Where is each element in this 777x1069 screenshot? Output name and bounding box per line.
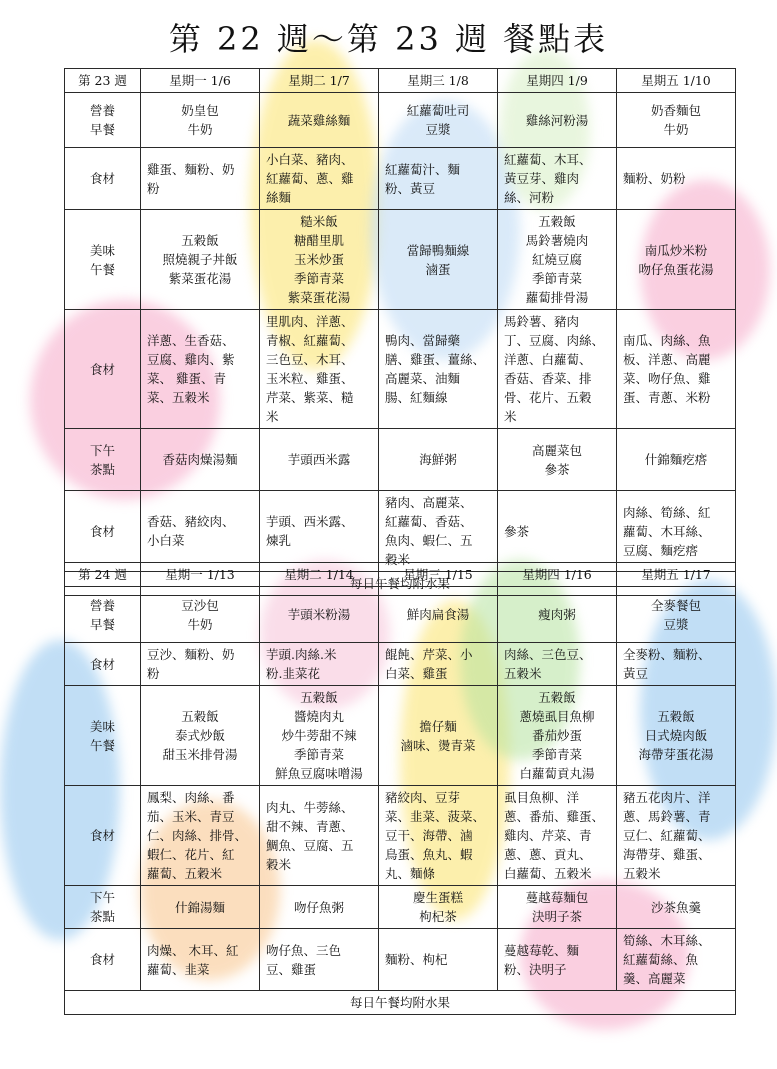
menu-cell bbox=[141, 310, 260, 429]
cell-line: 甜玉米排骨湯 bbox=[162, 747, 238, 762]
cell-line: 吻仔魚、三色 bbox=[266, 942, 342, 958]
cell-line: 白蘿蔔、五穀米 bbox=[504, 866, 592, 881]
cell-line: 美味 bbox=[89, 718, 115, 734]
cell-line: 馬鈴薯、豬肉 bbox=[504, 314, 580, 329]
cell-line: 米 bbox=[504, 409, 517, 424]
cell-line: 煉乳 bbox=[266, 533, 292, 548]
cell-line: 豆腐、雞肉、紫 bbox=[147, 352, 235, 367]
cell-line: 午餐 bbox=[89, 261, 115, 277]
day-header: 星期一 1/13 bbox=[141, 563, 260, 587]
cell-line: 粉、決明子 bbox=[504, 961, 567, 977]
cell-line: 小白菜 bbox=[147, 533, 185, 548]
cell-line: 茶點 bbox=[89, 909, 115, 924]
cell-line: 羹、高麗菜 bbox=[623, 971, 686, 986]
cell-line: 豆、雞蛋 bbox=[266, 961, 317, 977]
page-title: 第 22 週～第 23 週 餐點表 bbox=[168, 20, 609, 58]
cell-line: 穀米 bbox=[266, 856, 292, 872]
cell-line: 鮮魚豆腐味噌湯 bbox=[275, 766, 363, 781]
cell-line: 營養 bbox=[89, 597, 115, 613]
cell-line: 五穀飯 bbox=[657, 709, 695, 724]
snack-ingredients-row bbox=[65, 929, 736, 991]
menu-cell bbox=[379, 429, 498, 491]
day-header: 星期四 1/9 bbox=[498, 69, 617, 93]
menu-cell bbox=[379, 786, 498, 886]
cell-line: 芋頭、西米露、 bbox=[266, 514, 354, 529]
day-header: 星期五 1/17 bbox=[617, 563, 736, 587]
cell-line: 丸、麵條 bbox=[385, 866, 436, 881]
cell-line: 五穀米 bbox=[623, 866, 661, 881]
menu-cell bbox=[141, 929, 260, 991]
cell-line: 茶點 bbox=[89, 461, 115, 477]
cell-line: 米 bbox=[266, 409, 279, 424]
menu-cell bbox=[141, 148, 260, 210]
cell-line: 季節青菜 bbox=[531, 747, 582, 762]
menu-cell bbox=[379, 491, 498, 572]
row-label bbox=[65, 429, 141, 491]
cell-line: 芹菜、紫菜、糙 bbox=[266, 390, 354, 405]
cell-line: 擔仔麵 bbox=[419, 718, 457, 734]
snack-row bbox=[65, 886, 736, 929]
cell-line: 季節青菜 bbox=[293, 271, 344, 286]
menu-cell bbox=[379, 587, 498, 643]
menu-cell bbox=[260, 148, 379, 210]
menu-cell bbox=[379, 643, 498, 686]
row-label bbox=[65, 686, 141, 786]
cell-line: 南瓜炒米粉 bbox=[644, 242, 708, 258]
cell-line: 豬肉、高麗菜、 bbox=[385, 495, 473, 510]
cell-line: 海帶芽蛋花湯 bbox=[638, 747, 714, 762]
cell-line: 紅蘿蔔絲、魚 bbox=[623, 952, 699, 967]
cell-line: 黃豆 bbox=[623, 666, 649, 681]
menu-cell bbox=[141, 686, 260, 786]
cell-line: 丁、豆腐、肉絲、 bbox=[504, 333, 605, 348]
cell-line: 海鮮粥 bbox=[419, 452, 457, 467]
menu-cell bbox=[498, 643, 617, 686]
cell-line: 吻仔魚粥 bbox=[293, 899, 344, 915]
cell-line: 紅蘿蔔、蔥、雞 bbox=[266, 171, 354, 186]
menu-cell bbox=[617, 491, 736, 572]
cell-line: 什錦湯麵 bbox=[174, 899, 225, 915]
cell-line: 五穀飯 bbox=[538, 690, 576, 705]
cell-line: 粉、黃豆 bbox=[385, 180, 436, 196]
menu-cell bbox=[141, 587, 260, 643]
cell-line: 季節青菜 bbox=[531, 271, 582, 286]
menu-cell bbox=[141, 886, 260, 929]
menu-cell bbox=[141, 93, 260, 148]
day-header: 星期三 1/15 bbox=[379, 563, 498, 587]
cell-line: 蔓越莓麵包 bbox=[525, 890, 589, 905]
week-label: 第 24 週 bbox=[65, 563, 141, 587]
cell-line: 白蘿蔔貢丸湯 bbox=[519, 766, 595, 781]
cell-line: 什錦麵疙瘩 bbox=[644, 452, 708, 467]
cell-line: 粉 bbox=[147, 666, 160, 681]
cell-line: 糖醋里肌 bbox=[293, 233, 344, 248]
fruit-note: 每日午餐均附水果 bbox=[65, 572, 736, 596]
cell-line: 鳳梨、肉絲、番 bbox=[147, 790, 235, 805]
cell-line: 全麥餐包 bbox=[650, 597, 701, 613]
cell-line: 穀米 bbox=[385, 552, 411, 567]
cell-line: 海帶芽、雞蛋、 bbox=[623, 847, 711, 862]
row-label bbox=[65, 210, 141, 310]
menu-cell bbox=[379, 929, 498, 991]
snack-row bbox=[65, 429, 736, 491]
cell-line: 滷蛋 bbox=[425, 261, 451, 277]
cell-line: 菜、五穀米 bbox=[147, 390, 210, 405]
row-label bbox=[65, 93, 141, 148]
cell-line: 瘦肉粥 bbox=[538, 607, 576, 622]
menu-cell bbox=[498, 886, 617, 929]
cell-line: 洋蔥、生香菇、 bbox=[147, 333, 235, 348]
menu-cell bbox=[260, 929, 379, 991]
cell-line: 香菇肉燥湯麵 bbox=[162, 452, 238, 467]
cell-line: 蘿蔔、木耳絲、 bbox=[623, 523, 711, 539]
cell-line: 肉絲、筍絲、紅 bbox=[623, 504, 711, 520]
cell-line: 玉米粒、雞蛋、 bbox=[266, 371, 354, 386]
cell-line: 肉絲、三色豆、 bbox=[504, 647, 592, 662]
cell-line: 高麗菜包 bbox=[531, 442, 582, 458]
cell-line: 參茶 bbox=[544, 461, 570, 477]
menu-cell bbox=[617, 587, 736, 643]
cell-line: 慶生蛋糕 bbox=[412, 890, 463, 905]
menu-cell bbox=[379, 210, 498, 310]
menu-cell bbox=[260, 310, 379, 429]
cell-line: 蘿蔔排骨湯 bbox=[525, 290, 589, 305]
cell-line: 骨、花片、五穀 bbox=[504, 390, 592, 405]
week-body bbox=[65, 69, 736, 596]
cell-line: 蔥、番茄、雞蛋、 bbox=[504, 809, 605, 824]
menu-table-week-24 bbox=[64, 562, 736, 1015]
menu-cell bbox=[617, 886, 736, 929]
week-label: 第 23 週 bbox=[65, 69, 141, 93]
cell-line: 絲麵 bbox=[266, 190, 292, 205]
day-header: 星期五 1/10 bbox=[617, 69, 736, 93]
fruit-note: 每日午餐均附水果 bbox=[65, 991, 736, 1015]
menu-cell bbox=[498, 93, 617, 148]
row-label: 食材 bbox=[65, 929, 141, 991]
header-row bbox=[65, 69, 736, 93]
menu-cell bbox=[498, 929, 617, 991]
cell-line: 板、洋蔥、高麗 bbox=[623, 352, 711, 367]
menu-cell bbox=[617, 643, 736, 686]
cell-line: 鴨肉、當歸藥 bbox=[385, 333, 461, 348]
cell-line: 紅蘿蔔吐司 bbox=[406, 103, 470, 118]
menu-cell bbox=[379, 886, 498, 929]
cell-line: 五穀米 bbox=[504, 666, 542, 681]
cell-line: 高麗菜、油麵 bbox=[385, 371, 461, 386]
cell-line: 洋蔥、白蘿蔔、 bbox=[504, 352, 592, 367]
cell-line: 滷味、燙青菜 bbox=[400, 737, 476, 753]
cell-line: 豆仁、紅蘿蔔、 bbox=[623, 828, 711, 843]
cell-line: 豬絞肉、豆芽 bbox=[385, 790, 461, 805]
cell-line: 番茄炒蛋 bbox=[531, 728, 582, 743]
menu-cell bbox=[617, 148, 736, 210]
cell-line: 奶皇包 bbox=[181, 103, 219, 118]
day-header: 星期二 1/14 bbox=[260, 563, 379, 587]
cell-line: 蔬菜雞絲麵 bbox=[287, 112, 351, 128]
menu-cell bbox=[498, 686, 617, 786]
cell-line: 仁、肉絲、排骨、 bbox=[147, 828, 248, 843]
cell-line: 雞絲河粉湯 bbox=[525, 112, 589, 128]
cell-line: 紫菜蛋花湯 bbox=[287, 290, 351, 305]
cell-line: 豆沙、麵粉、奶 bbox=[147, 647, 235, 662]
cell-line: 糙米飯 bbox=[300, 214, 338, 229]
menu-cell bbox=[260, 210, 379, 310]
menu-cell bbox=[141, 786, 260, 886]
cell-line: 馬鈴薯燒肉 bbox=[525, 233, 589, 248]
menu-cell bbox=[617, 686, 736, 786]
cell-line: 鳥蛋、魚丸、蝦 bbox=[385, 847, 473, 862]
cell-line: 豆干、海帶、滷 bbox=[385, 828, 473, 843]
cell-line: 照燒親子丼飯 bbox=[162, 252, 238, 267]
cell-line: 豬五花肉片、洋 bbox=[623, 790, 711, 805]
cell-line: 腸、紅麵線 bbox=[385, 390, 448, 405]
cell-line: 菜、 雞蛋、青 bbox=[147, 371, 226, 386]
cell-line: 粉.韭菜花 bbox=[266, 666, 320, 681]
menu-cell bbox=[498, 786, 617, 886]
cell-line: 五穀飯 bbox=[181, 709, 219, 724]
menu-cell bbox=[498, 491, 617, 572]
cell-line: 沙茶魚羹 bbox=[650, 899, 701, 915]
menu-cell bbox=[260, 93, 379, 148]
breakfast-ingredients-row bbox=[65, 148, 736, 210]
cell-line: 青椒、紅蘿蔔、 bbox=[266, 333, 354, 348]
cell-line: 早餐 bbox=[89, 122, 115, 137]
cell-line: 玉米炒蛋 bbox=[293, 252, 344, 267]
cell-line: 絲、河粉 bbox=[504, 190, 555, 205]
menu-cell bbox=[498, 310, 617, 429]
row-label bbox=[65, 886, 141, 929]
menu-cell bbox=[617, 310, 736, 429]
menu-cell bbox=[617, 429, 736, 491]
cell-line: 蛋、青蔥、米粉 bbox=[623, 390, 711, 405]
menu-cell bbox=[498, 210, 617, 310]
row-label: 食材 bbox=[65, 310, 141, 429]
cell-line: 蘿蔔、五穀米 bbox=[147, 866, 223, 881]
menu-cell bbox=[141, 491, 260, 572]
menu-cell bbox=[141, 210, 260, 310]
cell-line: 豆漿 bbox=[425, 122, 451, 137]
cell-line: 早餐 bbox=[89, 616, 115, 632]
cell-line: 紅蘿蔔、香菇、 bbox=[385, 514, 473, 529]
cell-line: 季節青菜 bbox=[293, 747, 344, 762]
cell-line: 美味 bbox=[89, 242, 115, 258]
menu-table-week-23 bbox=[64, 68, 736, 596]
cell-line: 豆沙包 bbox=[181, 597, 219, 613]
cell-line: 牛奶 bbox=[187, 122, 213, 137]
cell-line: 五穀飯 bbox=[181, 233, 219, 248]
cell-line: 蔥燒虱目魚柳 bbox=[519, 709, 595, 724]
cell-line: 粉 bbox=[147, 180, 160, 196]
cell-line: 醬燒肉丸 bbox=[293, 709, 344, 724]
cell-line: 泰式炒飯 bbox=[174, 728, 225, 743]
row-label: 食材 bbox=[65, 786, 141, 886]
menu-cell bbox=[498, 587, 617, 643]
menu-cell bbox=[498, 429, 617, 491]
menu-cell bbox=[617, 786, 736, 886]
cell-line: 餛飩、芹菜、小 bbox=[385, 647, 473, 662]
menu-cell bbox=[141, 643, 260, 686]
cell-line: 當歸鴨麵線 bbox=[406, 242, 470, 258]
cell-line: 麵粉、奶粉 bbox=[623, 171, 686, 186]
cell-line: 紫菜蛋花湯 bbox=[168, 271, 232, 286]
day-header: 星期三 1/8 bbox=[379, 69, 498, 93]
lunch-row bbox=[65, 210, 736, 310]
snack-ingredients-row bbox=[65, 491, 736, 572]
menu-cell bbox=[141, 429, 260, 491]
cell-line: 枸杞茶 bbox=[419, 909, 457, 924]
cell-line: 麵粉、枸杞 bbox=[385, 952, 448, 967]
menu-cell bbox=[260, 886, 379, 929]
cell-line: 甜不辣、青蔥、 bbox=[266, 818, 354, 834]
cell-line: 蔥、蔥、貢丸、 bbox=[504, 847, 592, 862]
cell-line: 芋頭米粉湯 bbox=[287, 607, 351, 622]
row-label: 食材 bbox=[65, 491, 141, 572]
cell-line: 下午 bbox=[89, 442, 115, 458]
day-header: 星期二 1/7 bbox=[260, 69, 379, 93]
menu-cell bbox=[379, 148, 498, 210]
menu-cell bbox=[498, 148, 617, 210]
cell-line: 牛奶 bbox=[663, 122, 689, 137]
cell-line: 全麥粉、麵粉、 bbox=[623, 647, 711, 662]
cell-line: 茄、玉米、青豆 bbox=[147, 809, 235, 824]
cell-line: 炒牛蒡甜不辣 bbox=[281, 728, 357, 743]
cell-line: 肉丸、牛蒡絲、 bbox=[266, 799, 354, 815]
menu-cell bbox=[617, 93, 736, 148]
lunch-ingredients-row bbox=[65, 786, 736, 886]
cell-line: 蔓越莓乾、麵 bbox=[504, 942, 580, 958]
cell-line: 膳、雞蛋、薑絲、 bbox=[385, 352, 486, 367]
cell-line: 菜、吻仔魚、雞 bbox=[623, 371, 711, 386]
menu-cell bbox=[617, 929, 736, 991]
cell-line: 香菇、豬絞肉、 bbox=[147, 514, 235, 529]
cell-line: 白菜、雞蛋 bbox=[385, 666, 448, 681]
cell-line: 蘿蔔、韭菜 bbox=[147, 961, 210, 977]
cell-line: 蝦仁、花片、紅 bbox=[147, 847, 235, 862]
breakfast-row bbox=[65, 93, 736, 148]
footer-row bbox=[65, 991, 736, 1015]
menu-cell bbox=[379, 310, 498, 429]
cell-line: 奶香麵包 bbox=[650, 103, 701, 118]
cell-line: 豆漿 bbox=[663, 616, 689, 632]
cell-line: 雞肉、芹菜、青 bbox=[504, 828, 592, 843]
day-header: 星期一 1/6 bbox=[141, 69, 260, 93]
menu-cell bbox=[617, 210, 736, 310]
cell-line: 南瓜、肉絲、魚 bbox=[623, 333, 711, 348]
cell-line: 下午 bbox=[89, 890, 115, 905]
cell-line: 虱目魚柳、洋 bbox=[504, 790, 580, 805]
cell-line: 芋頭西米露 bbox=[287, 452, 351, 467]
cell-line: 肉燥、 木耳、紅 bbox=[147, 942, 239, 958]
menu-cell bbox=[260, 587, 379, 643]
cell-line: 小白菜、豬肉、 bbox=[266, 152, 354, 167]
header-row bbox=[65, 563, 736, 587]
cell-line: 參茶 bbox=[504, 523, 530, 539]
cell-line: 日式燒肉飯 bbox=[644, 728, 708, 743]
cell-line: 紅蘿蔔、木耳、 bbox=[504, 152, 592, 167]
cell-line: 五穀飯 bbox=[300, 690, 338, 705]
menu-cell bbox=[379, 93, 498, 148]
cell-line: 里肌肉、洋蔥、 bbox=[266, 314, 354, 329]
cell-line: 菜、韭菜、菠菜、 bbox=[385, 809, 486, 824]
cell-line: 三色豆、木耳、 bbox=[266, 352, 354, 367]
breakfast-row bbox=[65, 587, 736, 643]
cell-line: 鯛魚、豆腐、五 bbox=[266, 837, 354, 853]
cell-line: 筍絲、木耳絲、 bbox=[623, 933, 711, 948]
cell-line: 營養 bbox=[89, 103, 115, 118]
cell-line: 蔥、馬鈴薯、青 bbox=[623, 809, 711, 824]
cell-line: 鮮肉扁食湯 bbox=[406, 607, 470, 622]
cell-line: 紅蘿蔔汁、麵 bbox=[385, 161, 461, 177]
cell-line: 吻仔魚蛋花湯 bbox=[638, 261, 714, 277]
cell-line: 魚肉、蝦仁、五 bbox=[385, 533, 473, 548]
cell-line: 決明子茶 bbox=[531, 909, 582, 924]
day-header: 星期四 1/16 bbox=[498, 563, 617, 587]
cell-line: 午餐 bbox=[89, 737, 115, 753]
lunch-ingredients-row bbox=[65, 310, 736, 429]
row-label bbox=[65, 587, 141, 643]
cell-line: 五穀飯 bbox=[538, 214, 576, 229]
cell-line: 芋頭.肉絲.米 bbox=[266, 647, 337, 662]
menu-cell bbox=[260, 491, 379, 572]
menu-cell bbox=[379, 686, 498, 786]
week-body bbox=[65, 563, 736, 1015]
cell-line: 香菇、香菜、排 bbox=[504, 371, 592, 386]
menu-cell bbox=[260, 786, 379, 886]
cell-line: 雞蛋、麵粉、奶 bbox=[147, 161, 235, 177]
cell-line: 豆腐、麵疙瘩 bbox=[623, 542, 699, 558]
row-label: 食材 bbox=[65, 148, 141, 210]
cell-line: 黃豆芽、雞肉 bbox=[504, 171, 580, 186]
lunch-row bbox=[65, 686, 736, 786]
menu-cell bbox=[260, 643, 379, 686]
menu-cell bbox=[260, 686, 379, 786]
menu-cell bbox=[260, 429, 379, 491]
cell-line: 紅燒豆腐 bbox=[531, 252, 582, 267]
row-label: 食材 bbox=[65, 643, 141, 686]
cell-line: 牛奶 bbox=[187, 616, 213, 632]
breakfast-ingredients-row bbox=[65, 643, 736, 686]
